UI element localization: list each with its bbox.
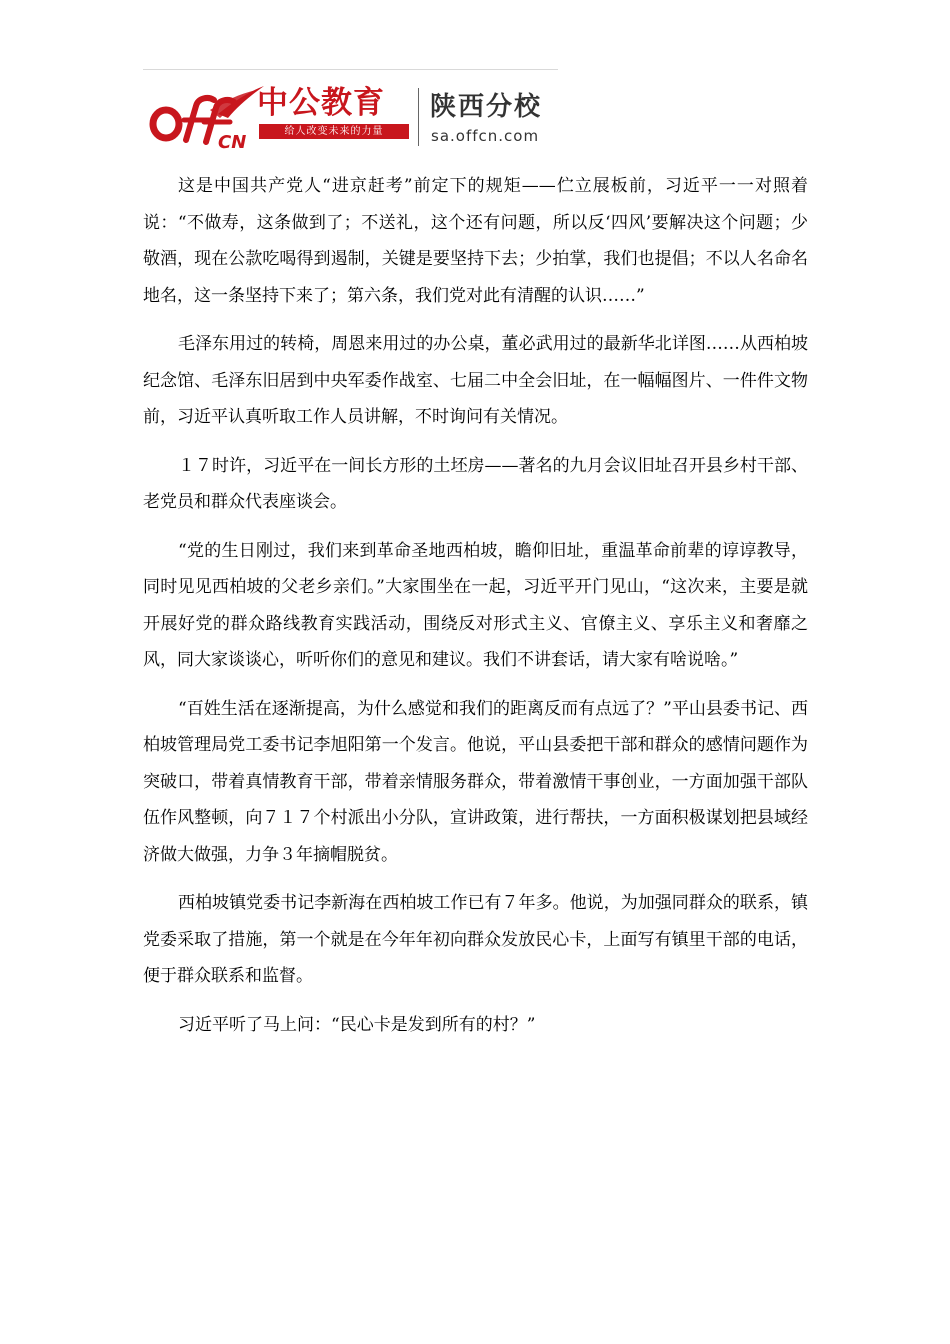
page-header xyxy=(143,80,558,160)
svg-text:CN: CN xyxy=(218,132,247,152)
branch-name: 陕西分校 xyxy=(430,92,543,122)
brand-slogan: 给人改变未来的力量 xyxy=(259,124,409,139)
article-paragraph: 这是中国共产党人“进京赶考”前定下的规矩——伫立展板前，习近平一一对照着说：“不做寿，这条做到了；不送礼，这个还有问题，所以反‘四风’要解决这个问题；少敬酒，现在公款吃喝得到遏制，关键是要坚持下去；少拍掌，我们也提倡；不以人名命名地名，这一条坚持下来了；第六条，我们党对此有清醒的认识……” xyxy=(143,176,808,306)
brand-name: 中公教育 xyxy=(257,85,385,121)
article-paragraph: “百姓生活在逐渐提高，为什么感觉和我们的距离反而有点远了？”平山县委书记、西柏坡管理局党工委书记李旭阳第一个发言。他说，平山县委把干部和群众的感情问题作为突破口，带着真情教育干部，带着亲情服务群众，带着激情干事创业，一方面加强干部队伍作风整顿，向７１７个村派出小分队，宣讲政策，进行帮扶，一方面积极谋划把县域经济做大做强，力争３年摘帽脱贫。 xyxy=(143,698,808,865)
site-url: sa.offcn.com xyxy=(431,127,540,145)
header-rule xyxy=(143,69,558,70)
article-body xyxy=(143,168,808,1055)
header-divider xyxy=(418,88,419,146)
offcn-logo xyxy=(148,84,266,152)
article-paragraph: 西柏坡镇党委书记李新海在西柏坡工作已有７年多。他说，为加强同群众的联系，镇党委采取了措施，第一个就是在今年年初向群众发放民心卡，上面写有镇里干部的电话，便于群众联系和监督。 xyxy=(143,893,808,986)
article-paragraph: 习近平听了马上问：“民心卡是发到所有的村？” xyxy=(178,1014,536,1035)
article-paragraph: １７时许，习近平在一间长方形的土坯房——著名的九月会议旧址召开县乡村干部、老党员和群众代表座谈会。 xyxy=(143,455,808,512)
article-paragraph: 毛泽东用过的转椅，周恩来用过的办公桌，董必武用过的最新华北详图……从西柏坡纪念馆、毛泽东旧居到中央军委作战室、七届二中全会旧址，在一幅幅图片、一件件文物前，习近平认真听取工作人员讲解，不时询问有关情况。 xyxy=(143,334,808,427)
article-paragraph: “党的生日刚过，我们来到革命圣地西柏坡，瞻仰旧址，重温革命前辈的谆谆教导，同时见见西柏坡的父老乡亲们。”大家围坐在一起，习近平开门见山，“这次来，主要是就开展好党的群众路线教育实践活动，围绕反对形式主义、官僚主义、享乐主义和奢靡之风，同大家谈谈心，听听你们的意见和建议。我们不讲套话，请大家有啥说啥。” xyxy=(143,540,808,670)
